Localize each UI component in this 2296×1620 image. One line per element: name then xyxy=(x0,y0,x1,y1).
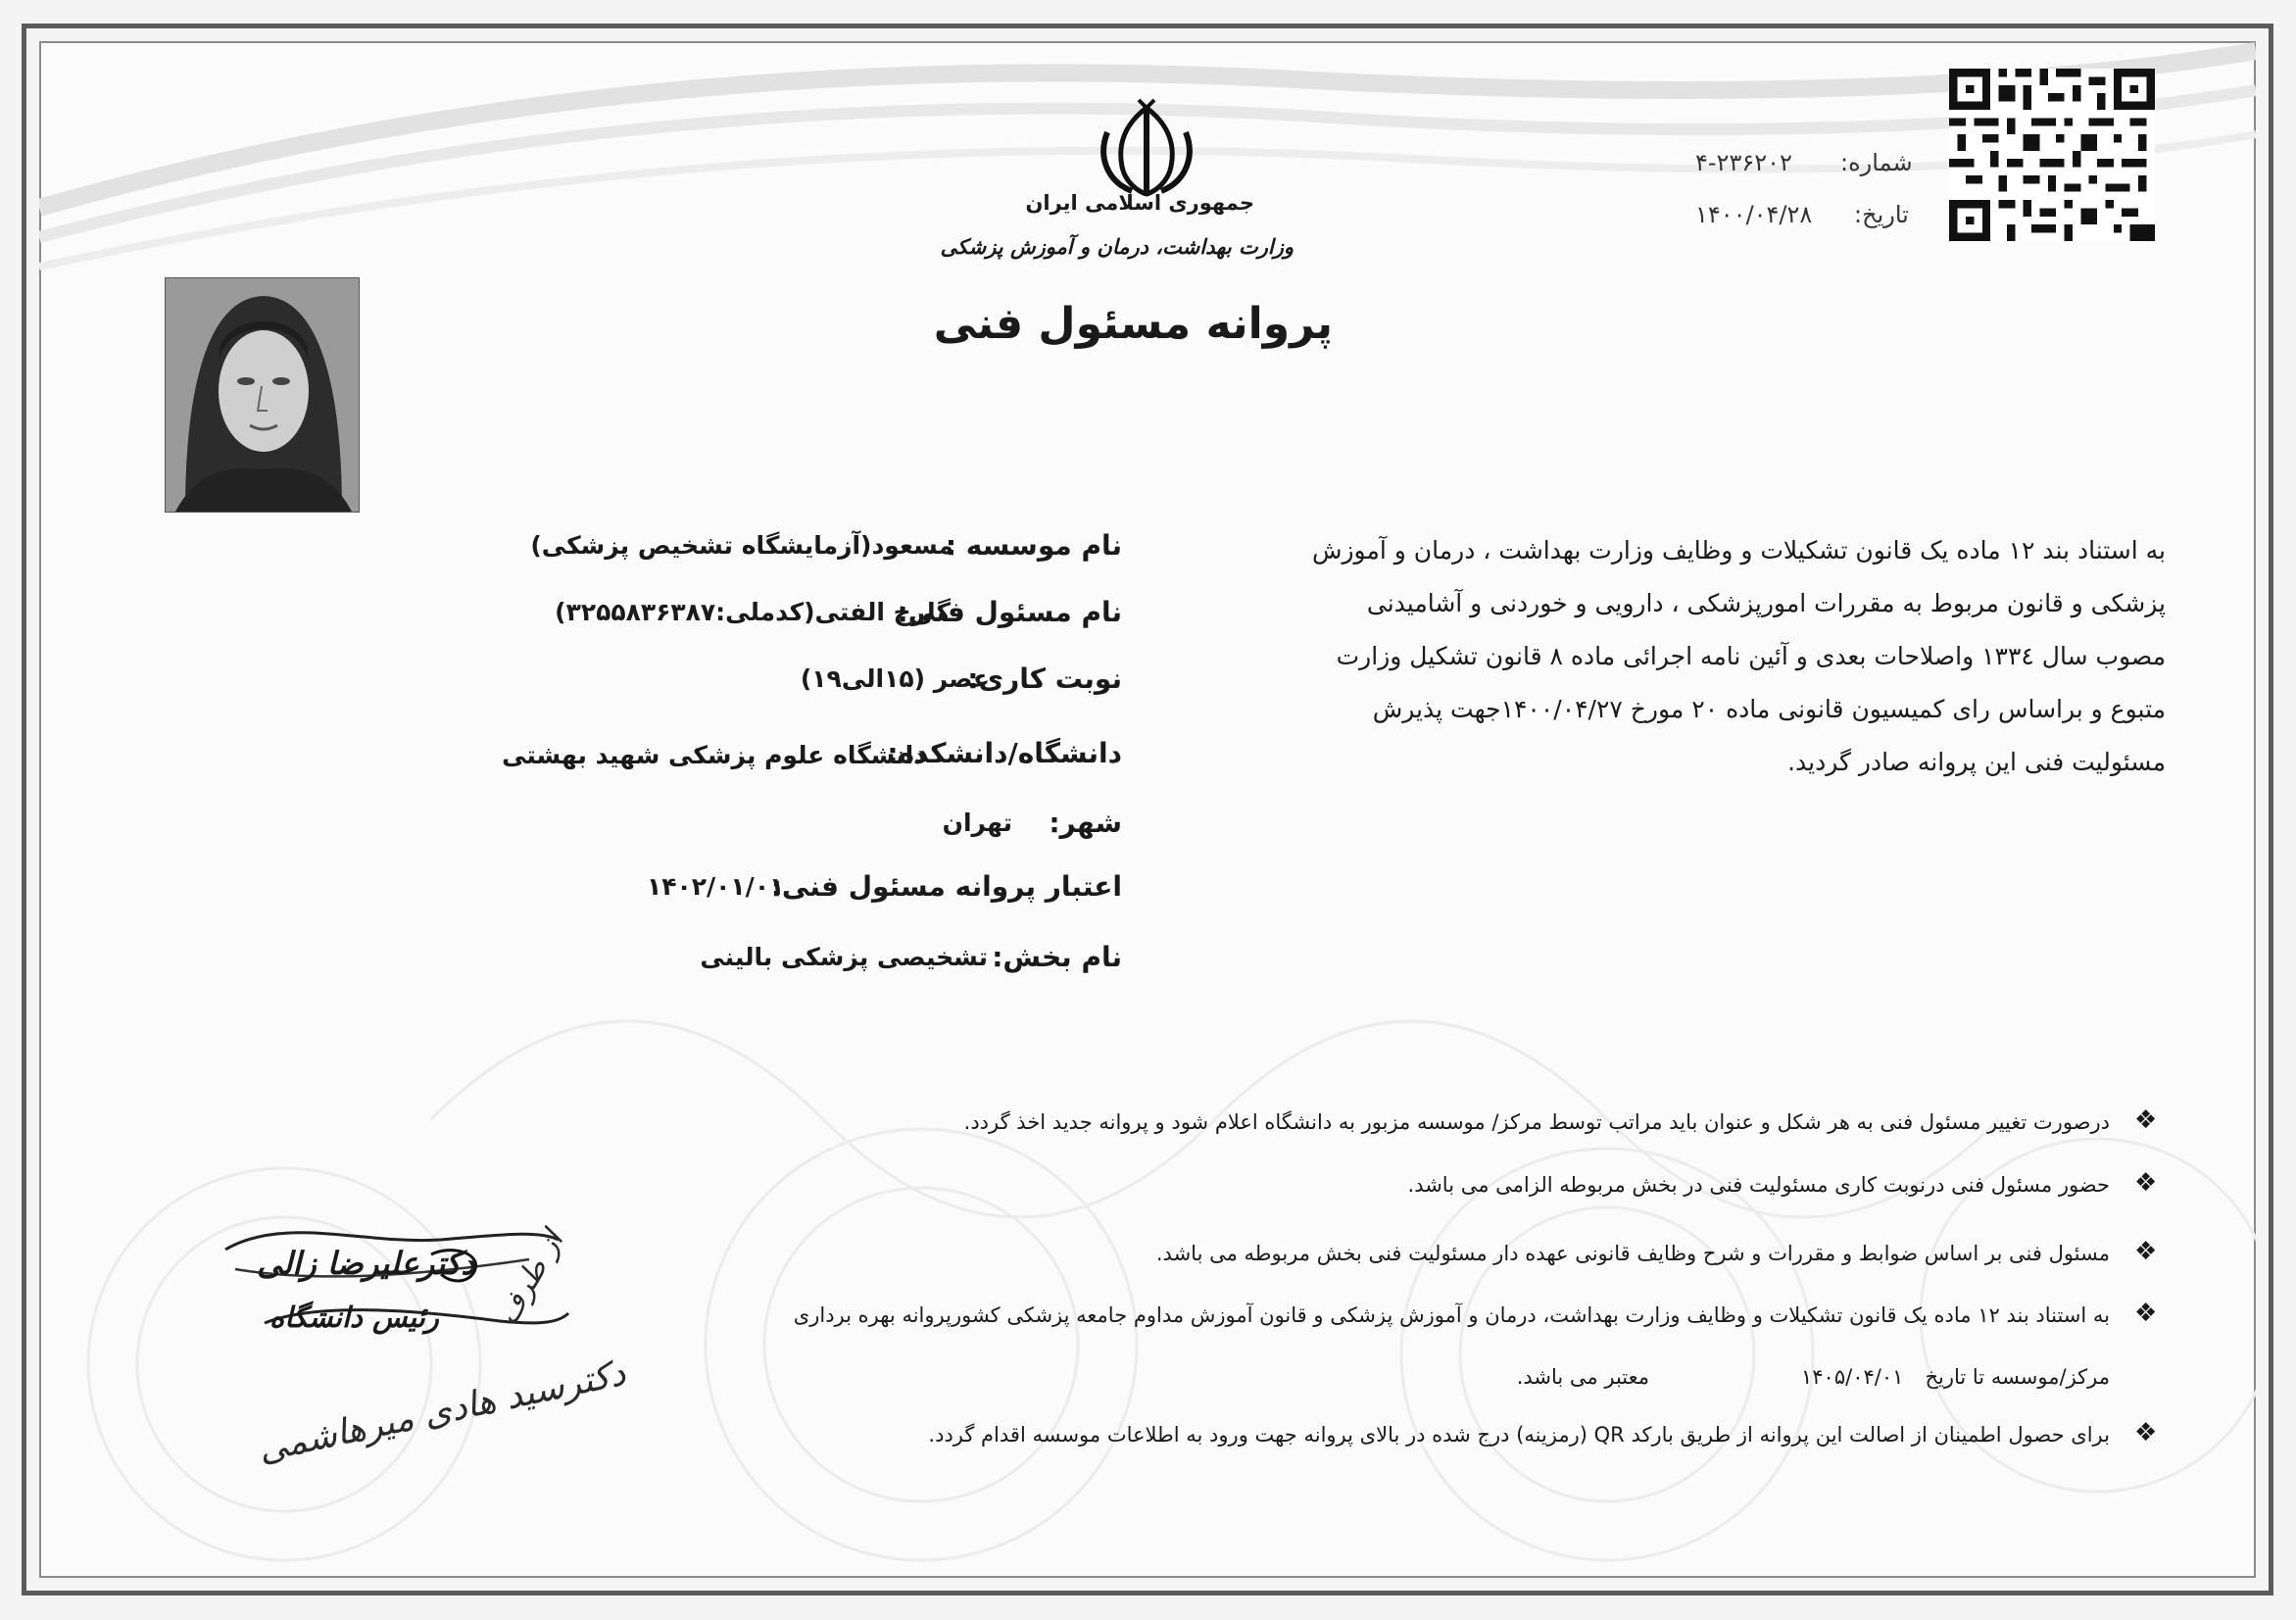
note-5: برای حصول اطمینان از اصالت این پروانه از طریق بارکد QR (رمزینه) درج شده در بالای پروانه جهت ورود به اطلاعات موسسه اقدام گردد. xyxy=(928,1423,2110,1447)
on-behalf-text: از طرف xyxy=(490,1225,571,1331)
signatory-title: رئیس دانشگاه xyxy=(269,1301,439,1334)
university-value: دانشگاه علوم پزشکی شهید بهشتی xyxy=(502,741,926,769)
validity-label: اعتبار پروانه مسئول فنی: xyxy=(770,870,1122,903)
number-value: ۴-۲۳۶۲۰۲ xyxy=(1695,149,1792,176)
note-4-date: ۱۴۰۵/۰۴/۰۱ xyxy=(1801,1365,1904,1389)
qr-code-icon[interactable] xyxy=(1948,69,2156,241)
note-4-line-2-end: معتبر می باشد. xyxy=(1516,1365,1649,1389)
shift-label: نوبت کاری: xyxy=(967,663,1122,695)
signer-handwritten-name: دکترسید هادی میرهاشمی xyxy=(254,1352,629,1471)
date-value: ۱۴۰۰/۰۴/۲۸ xyxy=(1695,201,1813,228)
bullet-icon: ❖ xyxy=(2134,1237,2158,1266)
note-4-line-2-start: مرکز/موسسه تا تاریخ xyxy=(1925,1365,2110,1389)
bullet-icon: ❖ xyxy=(2134,1418,2158,1448)
department-value: تشخیصی پزشکی بالینی xyxy=(700,943,988,971)
shift-value: عصر (۱۵الی۱۹) xyxy=(800,664,990,693)
note-2: حضور مسئول فنی درنوبت کاری مسئولیت فنی در بخش مربوطه الزامی می باشد. xyxy=(1407,1173,2110,1197)
note-3: مسئول فنی بر اساس ضوابط و مقررات و شرح وظایف قانونی عهده دار مسئولیت فنی بخش مربوطه می باشد. xyxy=(1155,1242,2110,1265)
date-label: تاریخ: xyxy=(1854,201,1909,228)
note-1: درصورت تغییر مسئول فنی به هر شکل و عنوان باید مراتب توسط مرکز/ موسسه مزبور به دانشگاه اعلام شود و پروانه جدید اخذ گردد. xyxy=(963,1110,2110,1134)
university-label: دانشگاه/دانشکده: xyxy=(887,737,1122,769)
intro-line: مسئولیت فنی این پروانه صادر گردید. xyxy=(1787,748,2166,776)
intro-paragraph xyxy=(1245,524,2166,789)
signatory-name: دکترعلیرضا زالی xyxy=(257,1245,475,1282)
number-label: شماره: xyxy=(1840,149,1913,176)
bullet-icon: ❖ xyxy=(2134,1299,2158,1328)
iran-emblem-icon xyxy=(1088,98,1205,201)
document-title: پروانه مسئول فنی xyxy=(933,299,1333,349)
intro-line: به استناد بند ۱۲ ماده یک قانون تشکیلات و وظایف وزارت بهداشت ، درمان و آموزش xyxy=(1311,536,2166,565)
city-value: تهران xyxy=(942,809,1012,837)
manager-value: گلرخ الفتی(کدملی:۳۲۵۵۸۳۶۳۸۷) xyxy=(555,598,951,626)
government-name: جمهوری اسلامی ایران xyxy=(1025,191,1254,215)
institution-label: نام موسسه : xyxy=(945,529,1122,562)
city-label: شهر: xyxy=(1049,807,1122,839)
validity-value: ۱۴۰۲/۰۱/۰۱ xyxy=(647,872,785,901)
department-label: نام بخش: xyxy=(992,941,1122,973)
note-4-line-1: به استناد بند ۱۲ ماده یک قانون تشکیلات و وظایف وزارت بهداشت، درمان و آموزش پزشکی و قانون آموزش مداوم جامعه پزشکی کشورپروانه بهره برداری xyxy=(793,1303,2110,1327)
bullet-icon: ❖ xyxy=(2134,1168,2158,1198)
ministry-name: وزارت بهداشت، درمان و آموزش پزشکی xyxy=(940,235,1294,259)
manager-label: نام مسئول فنی: xyxy=(897,596,1122,628)
intro-line: مصوب سال ۱۳۳٤ واصلاحات بعدی و آئین نامه اجرائی ماده ۸ قانون تشکیل وزارت xyxy=(1336,642,2166,670)
intro-line: متبوع و براساس رای کمیسیون قانونی ماده ۲۰ مورخ ۱۴۰۰/۰۴/۲۷جهت پذیرش xyxy=(1372,695,2166,723)
institution-value: مسعود(آزمایشگاه تشخیص پزشکی) xyxy=(530,531,953,560)
intro-line: پزشکی و قانون مربوط به مقررات امورپزشکی ، دارویی و خوردنی و آشامیدنی xyxy=(1366,589,2166,617)
bullet-icon: ❖ xyxy=(2134,1105,2158,1135)
holder-photo xyxy=(165,277,360,513)
portrait-image xyxy=(166,278,359,512)
